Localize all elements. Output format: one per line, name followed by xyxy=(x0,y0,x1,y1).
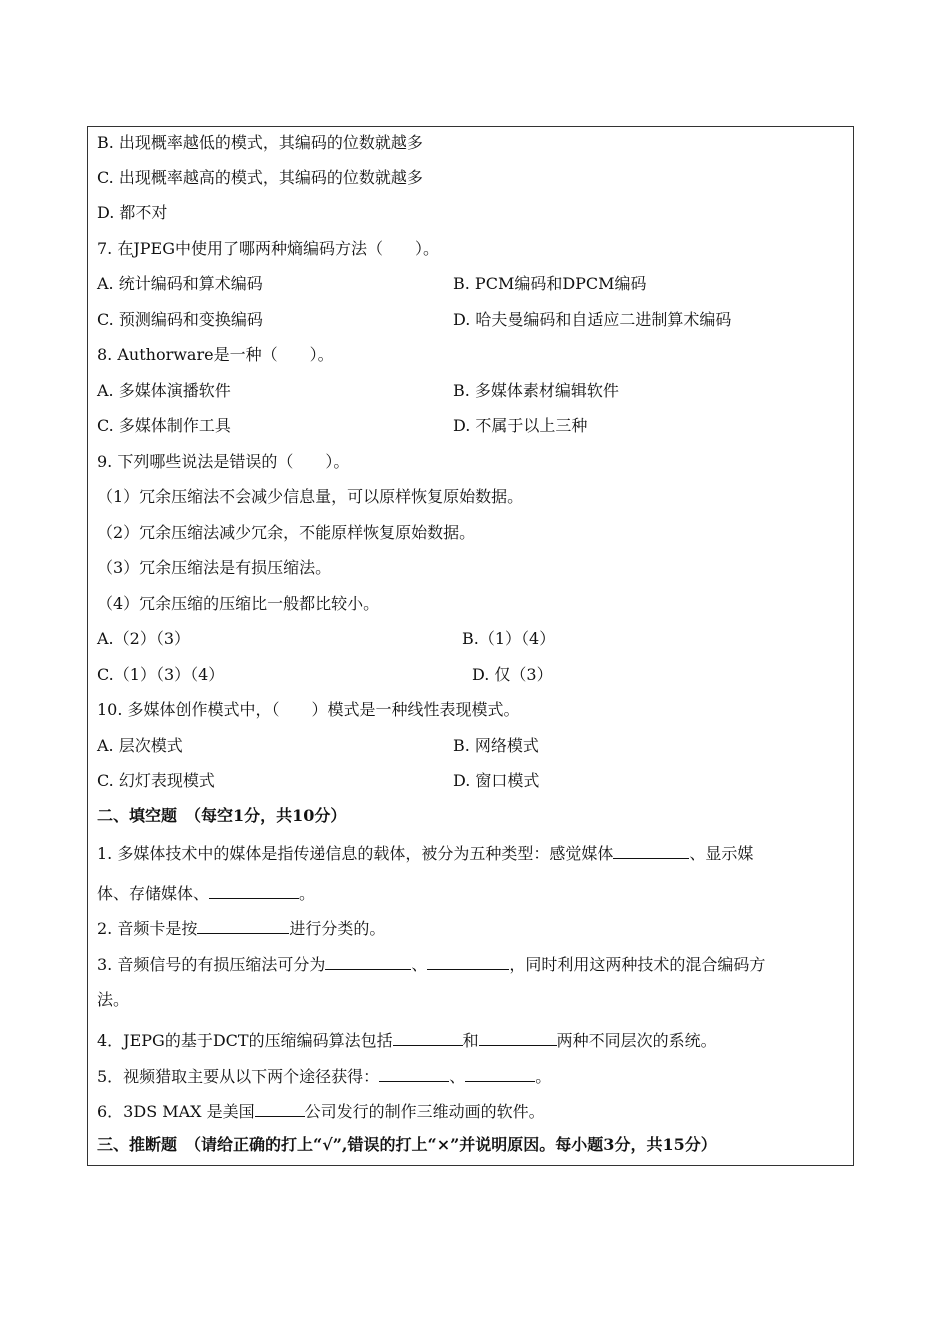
fill-6-blank[interactable] xyxy=(255,1100,305,1117)
fill-3-blank-1[interactable] xyxy=(325,953,411,970)
q7-option-b: B. PCM编码和DPCM编码 xyxy=(453,274,647,293)
q9-option-a: A.（2）（3） xyxy=(97,629,191,648)
fill-3-blank-2[interactable] xyxy=(427,953,509,970)
q10-option-a: A. 层次模式 xyxy=(97,736,183,755)
q9-option-b: B.（1）（4） xyxy=(462,629,556,648)
q7-stem: 7. 在JPEG中使用了哪两种熵编码方法（ ）。 xyxy=(97,239,439,258)
q9-stem: 9. 下列哪些说法是错误的（ ）。 xyxy=(97,452,350,471)
fill-1-text-c: 体、存储媒体、 xyxy=(97,884,210,903)
fill-question-3-line-1 xyxy=(97,953,765,975)
fill-question-3-line-2: 法。 xyxy=(97,990,130,1009)
fill-4-text-a: 4．JEPG的基于DCT的压缩编码算法包括 xyxy=(97,1031,393,1050)
fill-6-text-a: 6．3DS MAX 是美国 xyxy=(97,1102,255,1121)
q10-option-d: D. 窗口模式 xyxy=(453,771,540,790)
q9-statement-2: （2）冗余压缩法减少冗余，不能原样恢复原始数据。 xyxy=(97,523,476,542)
q8-option-c: C. 多媒体制作工具 xyxy=(97,416,231,435)
q10-option-c: C. 幻灯表现模式 xyxy=(97,771,215,790)
fill-question-1-line-1 xyxy=(97,842,753,864)
fill-question-4 xyxy=(97,1029,717,1051)
fill-4-blank-2[interactable] xyxy=(479,1029,557,1046)
q9-statement-3: （3）冗余压缩法是有损压缩法。 xyxy=(97,558,332,577)
fill-1-text-d: 。 xyxy=(299,884,316,903)
q8-option-b: B. 多媒体素材编辑软件 xyxy=(453,381,619,400)
fill-2-text-a: 2. 音频卡是按 xyxy=(97,919,198,938)
q8-stem: 8. Authorware是一种（ ）。 xyxy=(97,345,334,364)
q10-option-b: B. 网络模式 xyxy=(453,736,539,755)
q9-option-c: C.（1）（3）（4） xyxy=(97,665,225,684)
fill-4-text-c: 两种不同层次的系统。 xyxy=(556,1031,717,1050)
fill-6-text-b: 公司发行的制作三维动画的软件。 xyxy=(304,1102,545,1121)
fill-question-5 xyxy=(97,1065,551,1087)
fill-1-text-b: 、显示媒 xyxy=(689,844,754,863)
fill-5-blank-1[interactable] xyxy=(379,1065,449,1082)
fill-5-blank-2[interactable] xyxy=(465,1065,535,1082)
fill-question-1-line-2 xyxy=(97,882,315,904)
q7-option-a: A. 统计编码和算术编码 xyxy=(97,274,263,293)
fill-3-text-b: 、 xyxy=(411,955,428,974)
section-3-title: 三、推断题 （请给正确的打上“√”,错误的打上“×”并说明原因。每小题3分，共15分） xyxy=(97,1135,717,1154)
fill-2-text-b: 进行分类的。 xyxy=(289,919,386,938)
fill-3-text-a: 3. 音频信号的有损压缩法可分为 xyxy=(97,955,326,974)
q6-option-d: D. 都不对 xyxy=(97,203,168,222)
q10-stem: 10. 多媒体创作模式中，（ ）模式是一种线性表现模式。 xyxy=(97,700,520,719)
q8-option-a: A. 多媒体演播软件 xyxy=(97,381,231,400)
q6-option-b: B. 出现概率越低的模式，其编码的位数就越多 xyxy=(97,133,423,152)
q7-option-c: C. 预测编码和变换编码 xyxy=(97,310,263,329)
fill-1-blank-2[interactable] xyxy=(209,882,299,899)
q9-statement-4: （4）冗余压缩的压缩比一般都比较小。 xyxy=(97,594,380,613)
q7-option-d: D. 哈夫曼编码和自适应二进制算术编码 xyxy=(453,310,732,329)
fill-1-text-a: 1. 多媒体技术中的媒体是指传递信息的载体，被分为五种类型：感觉媒体 xyxy=(97,844,614,863)
fill-question-6 xyxy=(97,1100,545,1122)
fill-1-blank-1[interactable] xyxy=(613,842,689,859)
q6-option-c: C. 出现概率越高的模式，其编码的位数就越多 xyxy=(97,168,423,187)
fill-question-2 xyxy=(97,917,385,939)
fill-4-text-b: 和 xyxy=(462,1031,479,1050)
fill-5-text-b: 、 xyxy=(449,1067,466,1086)
section-2-title: 二、填空题 （每空1分，共10分） xyxy=(97,806,347,825)
q9-statement-1: （1）冗余压缩法不会减少信息量，可以原样恢复原始数据。 xyxy=(97,487,524,506)
fill-4-blank-1[interactable] xyxy=(393,1029,463,1046)
q9-option-d: D. 仅（3） xyxy=(472,665,553,684)
fill-5-text-a: 5．视频猎取主要从以下两个途径获得： xyxy=(97,1067,380,1086)
fill-3-text-c: ，同时利用这两种技术的混合编码方 xyxy=(509,955,766,974)
fill-5-text-c: 。 xyxy=(535,1067,552,1086)
fill-2-blank[interactable] xyxy=(197,917,289,934)
q8-option-d: D. 不属于以上三种 xyxy=(453,416,588,435)
